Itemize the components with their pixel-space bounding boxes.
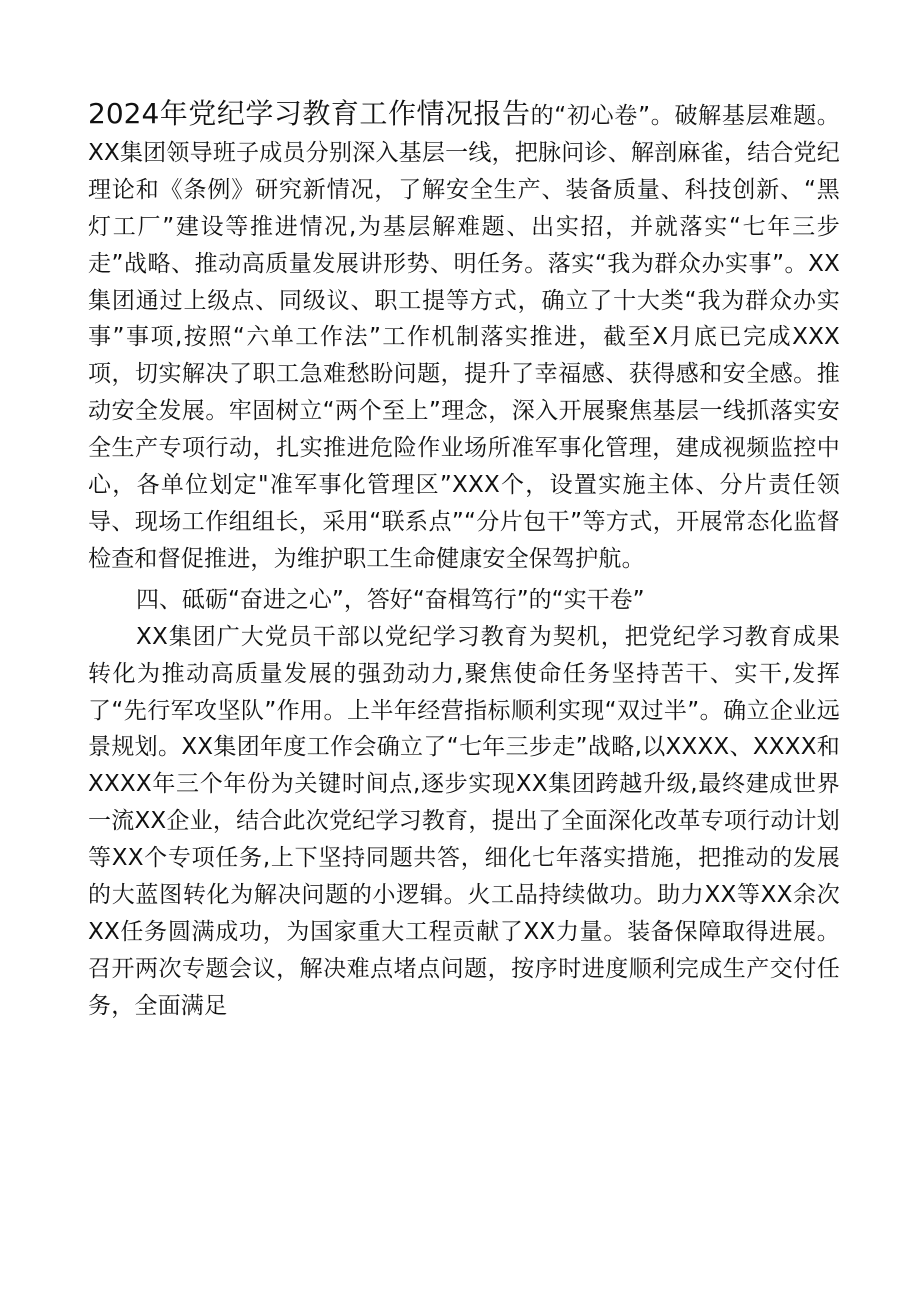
paragraph-1 — [88, 96, 840, 578]
document-title: 2024年党纪学习教育工作情况报告 — [88, 97, 531, 130]
document-page — [88, 96, 840, 1025]
section-heading: 四、砥砺“奋进之心”，答好“奋楫笃行”的“实干卷” — [136, 586, 645, 613]
paragraph-1-text: 的“初心卷”。破解基层难题。XX集团领导班子成员分别深入基层一线，把脉问诊、解剖麻雀，结合党纪理论和《条例》研究新情况，了解安全生产、装备质量、科技创新、“黑灯工厂”建设等推进情况,为基层解难题、出实招，并就落实“七年三步走”战略、推动高质量发展讲形势、明任务。落实“我为群众办实事”。XX集团通过上级点、同级议、职工提等方式，确立了十大类“我为群众办实事”事项,按照“六单工作法”工作机制落实推进，截至X月底已完成XXX项，切实解决了职工急难愁盼问题，提升了幸福感、获得感和安全感。推动安全发展。牢固树立“两个至上”理念，深入开展聚焦基层一线抓落实安全生产专项行动，扎实推进危险作业场所准军事化管理，建成视频监控中心，各单位划定"准军事化管理区”XXX个，设置实施主体、分片责任领导、现场工作组组长，采用“联系点”“分片包干”等方式，开展常态化监督检查和督促推进，为维护职工生命健康安全保驾护航。 — [88, 103, 840, 572]
paragraph-2: XX集团广大党员干部以党纪学习教育为契机，把党纪学习教育成果转化为推动高质量发展的强劲动力,聚焦使命任务坚持苦干、实干,发挥了“先行军攻坚队”作用。上半年经营指标顺利实现“双过半”。确立企业远景规划。XX集团年度工作会确立了“七年三步走”战略,以XXXX、XXXX和XXXX年三个年份为关键时间点,逐步实现XX集团跨越升级,最终建成世界一流XX企业，结合此次党纪学习教育，提出了全面深化改革专项行动计划等XX个专项任务,上下坚持同题共答，细化七年落实措施，把推动的发展的大蓝图转化为解决问题的小逻辑。火工品持续做功。助力XX等XX余次XX任务圆满成功，为国家重大工程贡献了XX力量。装备保障取得进展。召开两次专题会议，解决难点堵点问题，按序时进度顺利完成生产交付任务，全面满足 — [88, 623, 840, 1019]
